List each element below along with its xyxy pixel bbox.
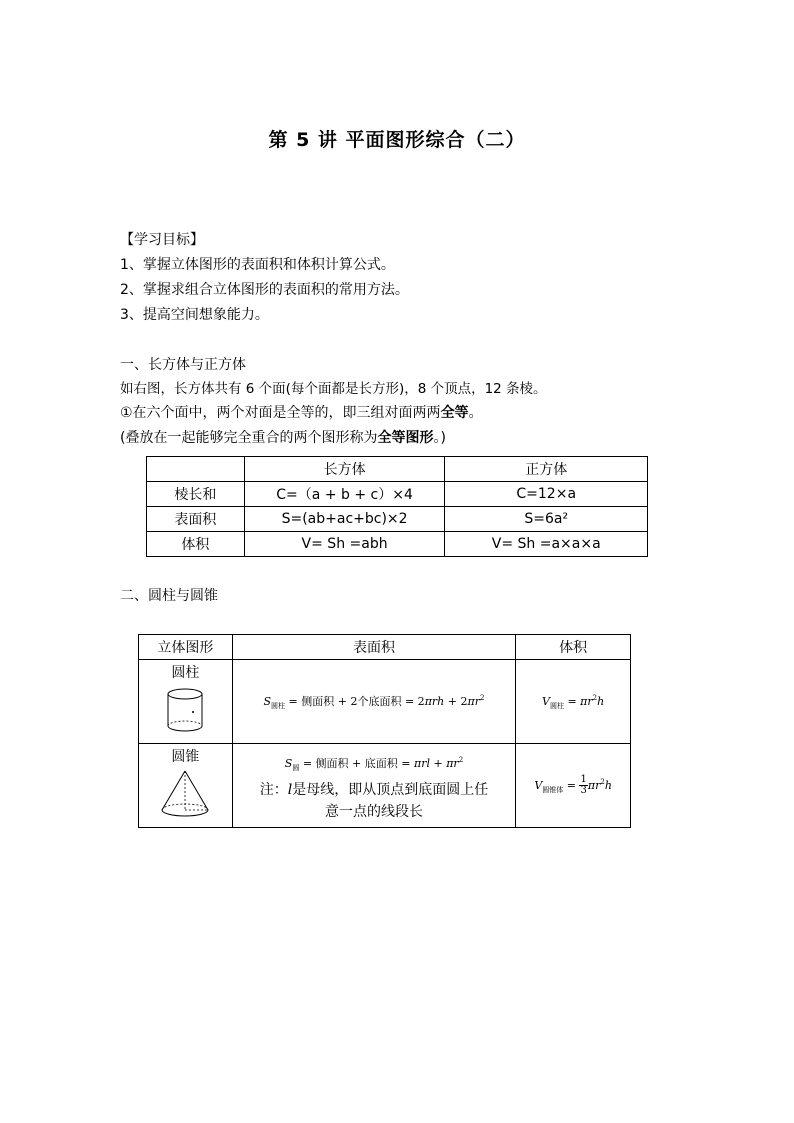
objective-item: 2、掌握求组合立体图形的表面积的常用方法。 [120, 282, 409, 298]
table-row [147, 482, 648, 507]
table-cell: 体积 [516, 635, 631, 660]
table-header-row [147, 457, 648, 482]
table-row [147, 532, 648, 557]
table-cell: V= Sh =a×a×a [445, 532, 648, 557]
table-cell [232, 660, 516, 744]
cylinder-label: 圆柱 [171, 665, 200, 681]
cuboid-cube-table [146, 456, 648, 557]
table-cell: 表面积 [147, 507, 245, 532]
table-cell: 长方体 [244, 457, 445, 482]
table-cell: 体积 [147, 532, 245, 557]
cylinder-surface-formula: $S_{圆柱}$ = 侧面积 + 2个底面积 = $2\pi rh + 2\pi r^2$ [263, 693, 485, 710]
table-cell [232, 744, 516, 828]
cone-surface-formula: $S_圆$ = 侧面积 + 底面积 = $\pi rl + \pi r^2$ [284, 755, 464, 772]
cylinder-cone-table [138, 634, 631, 828]
table-cell: C=12×a [445, 482, 648, 507]
section1-para2: ①在六个面中，两个对面是全等的，即三组对面两两全等。 [120, 405, 483, 421]
table-cell: 表面积 [232, 635, 516, 660]
cone-row [139, 744, 631, 828]
table-cell [139, 660, 233, 744]
table-cell: 正方体 [445, 457, 648, 482]
table-cell: S=(ab+ac+bc)×2 [244, 507, 445, 532]
table-row [147, 507, 648, 532]
page-title: 第 5 讲 平面图形综合（二） [268, 129, 526, 151]
cylinder-row [139, 660, 631, 744]
table-cell: V= Sh =abh [244, 532, 445, 557]
table-header-row [139, 635, 631, 660]
cylinder-volume-formula: $V_{圆柱} = \pi r^2h$ [542, 693, 605, 710]
section1-para1: 如右图，长方体共有 6 个面(每个面都是长方形)，8 个顶点，12 条棱。 [120, 381, 547, 397]
table-cell [516, 660, 631, 744]
cylinder-diagram [163, 686, 207, 736]
table-cell [516, 744, 631, 828]
objective-item: 1、掌握立体图形的表面积和体积计算公式。 [120, 257, 395, 273]
objectives-heading: 【学习目标】 [120, 232, 204, 248]
objective-item: 3、提高空间想象能力。 [120, 307, 269, 323]
table-cell: C=（a + b + c）×4 [244, 482, 445, 507]
section1-para3: (叠放在一起能够完全重合的两个图形称为全等图形。) [120, 430, 446, 446]
table-cell: S=6a² [445, 507, 648, 532]
cone-note: 注：l是母线，即从顶点到底面圆上任 意一点的线段长 [259, 781, 489, 820]
cone-label: 圆锥 [171, 749, 200, 765]
cone-diagram [158, 768, 212, 820]
table-cell [139, 744, 233, 828]
section1-heading: 一、长方体与正方体 [120, 357, 246, 373]
table-cell: 立体图形 [139, 635, 233, 660]
section2-heading: 二、圆柱与圆锥 [120, 588, 218, 604]
table-cell: 棱长和 [147, 482, 245, 507]
table-cell [147, 457, 245, 482]
cone-volume-formula: $V_{圆锥体}$ = $\frac{1}{3}$ $\pi r^2h$ [534, 774, 612, 796]
